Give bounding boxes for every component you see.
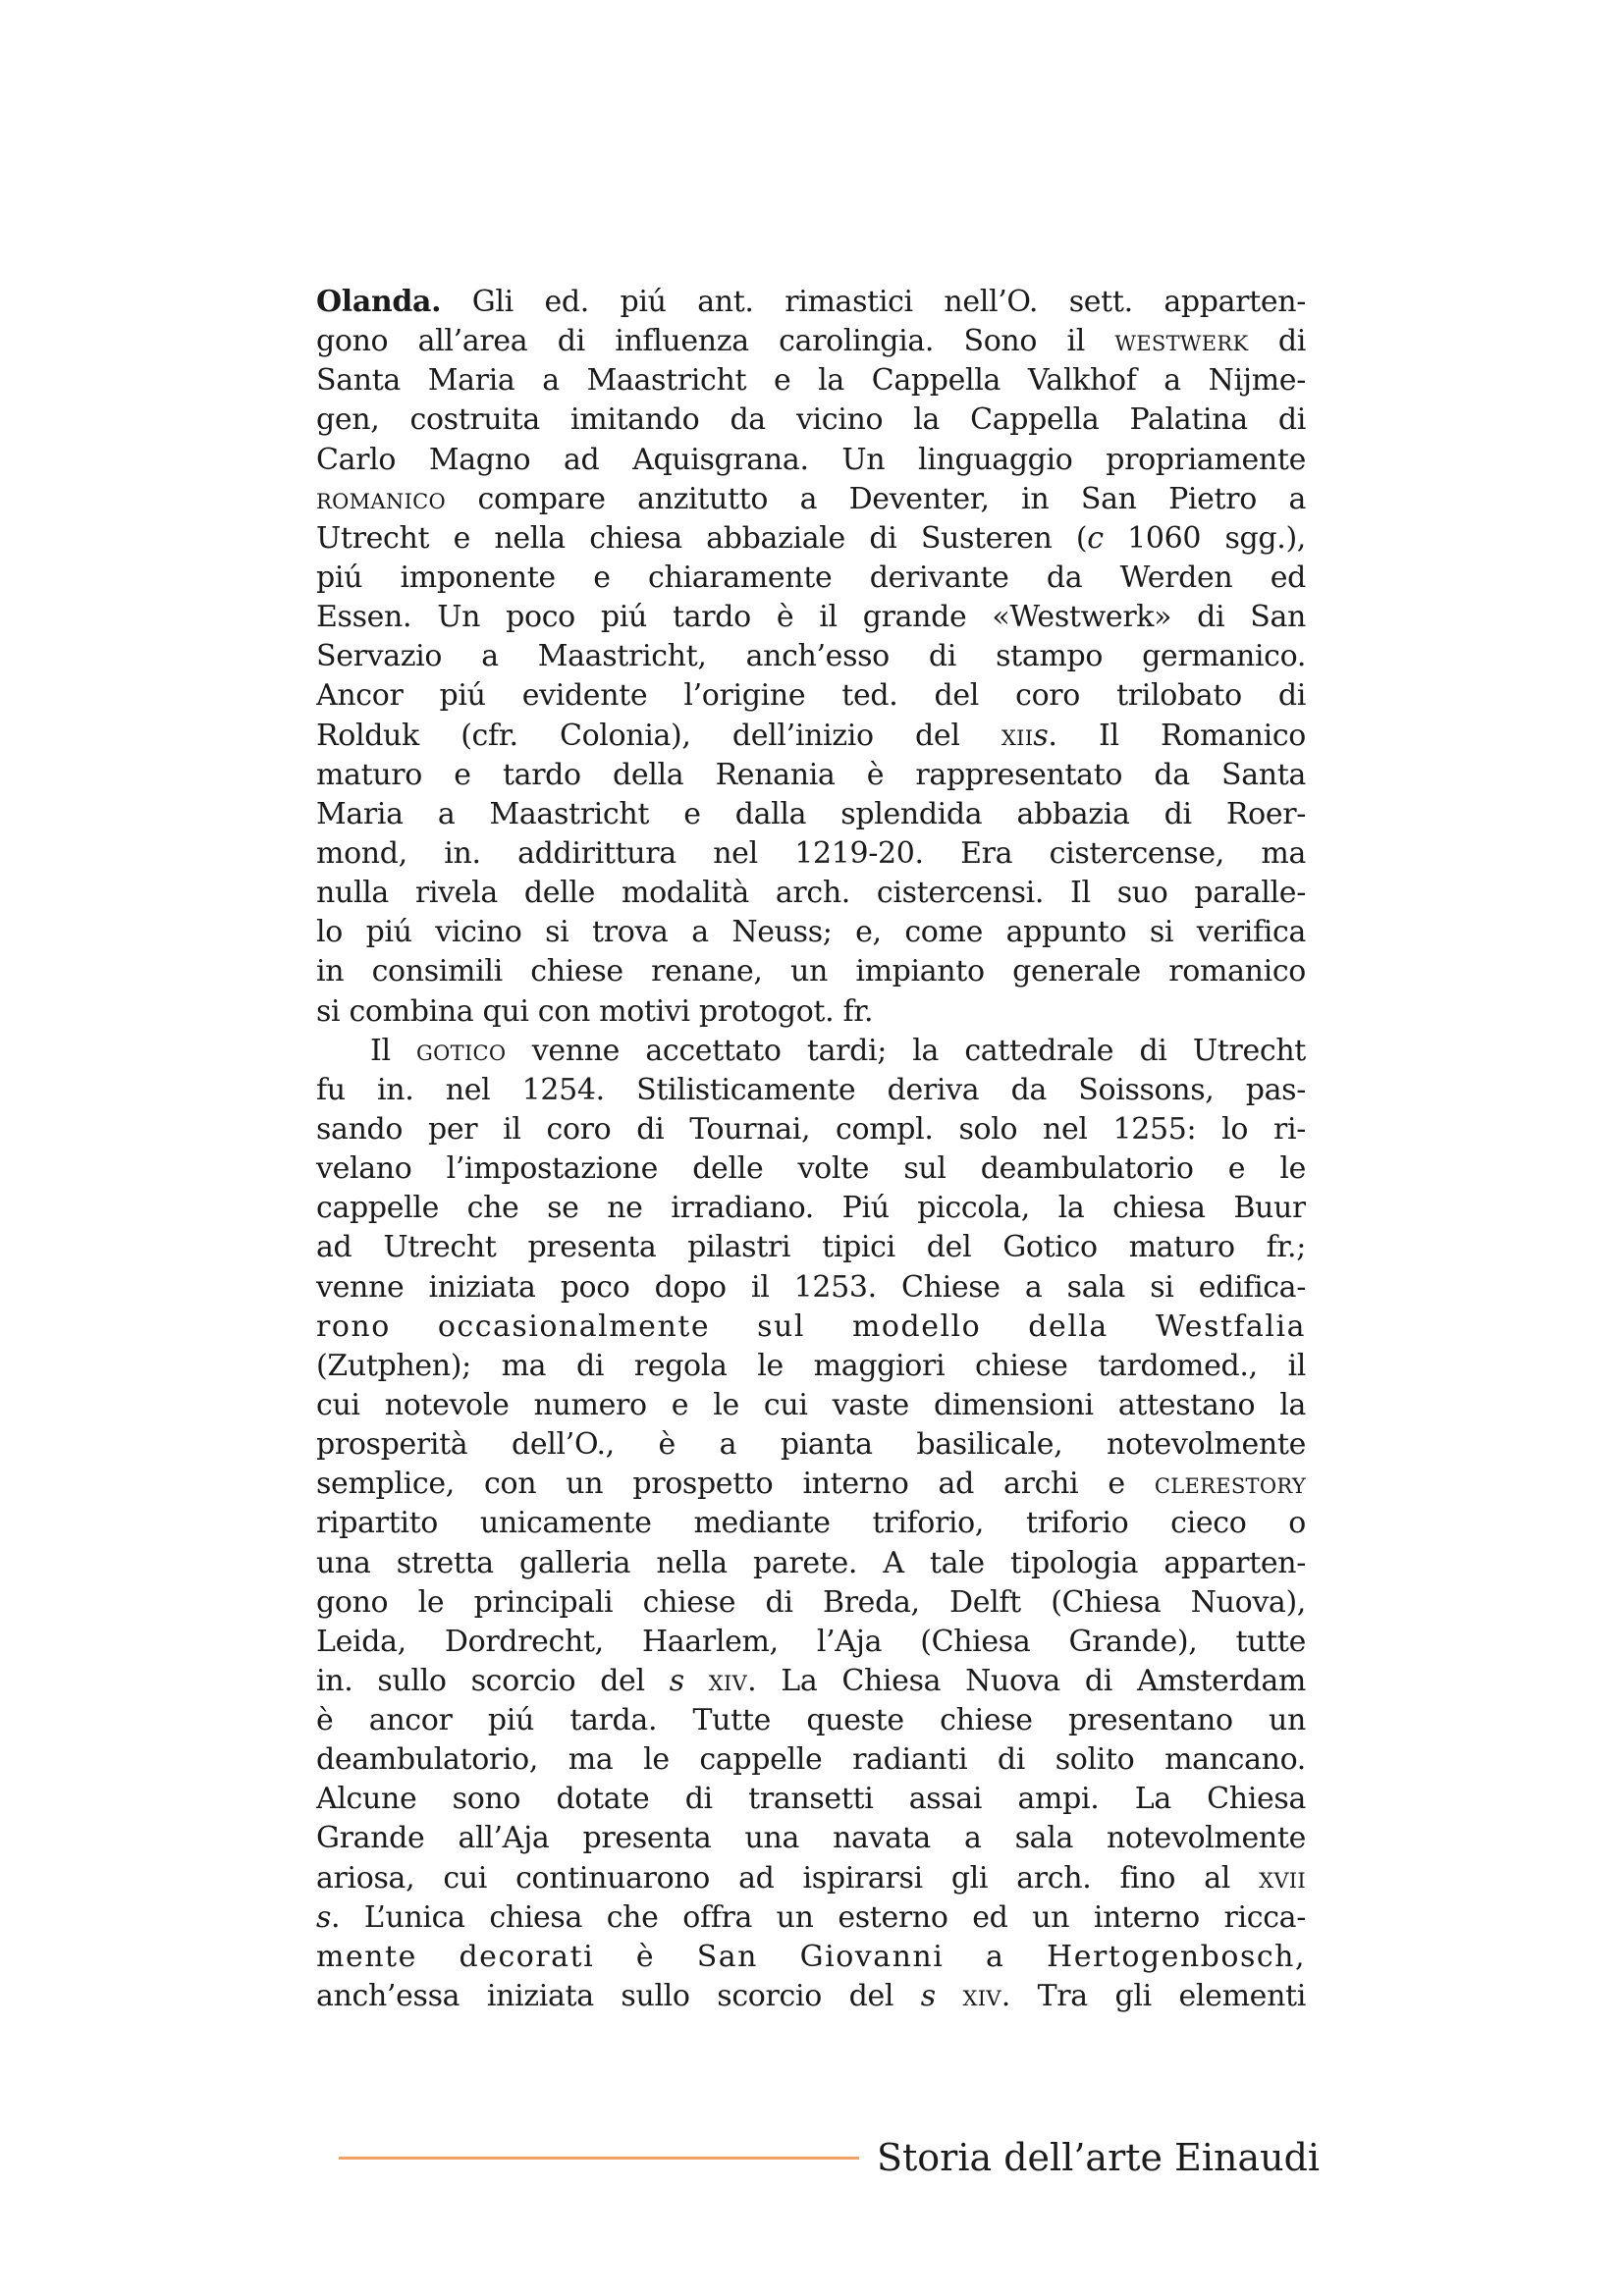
text-segment (936, 1979, 963, 2013)
text-line-21 (316, 1071, 1306, 1110)
text-line-10 (316, 637, 1306, 676)
text-segment: 1060 sgg.), (1103, 520, 1306, 556)
text-segment: lo piú vicino si trova a Neuss; e, come appunto si verifica (316, 915, 1306, 950)
text-segment: clerestory (1154, 1467, 1306, 1502)
text-segment: si combina qui con motivi protogot. fr. (316, 993, 874, 1029)
footer-rule (339, 2157, 859, 2160)
text-line-29 (316, 1386, 1306, 1425)
text-column (316, 283, 1306, 2016)
text-line-27 (316, 1308, 1306, 1347)
text-segment: Leida, Dordrecht, Haarlem, l’Aja (Chiesa Grande), tutte (316, 1624, 1306, 1659)
text-segment: cappelle che se ne irradiano. Piú piccola, la chiesa Buur (316, 1191, 1306, 1226)
text-segment: xiv (962, 1979, 1001, 2014)
text-line-40 (316, 1819, 1306, 1858)
text-line-20 (316, 1032, 1306, 1071)
text-segment: maturo e tardo della Renania è rappresentato da Santa (316, 757, 1306, 792)
text-line-9 (316, 598, 1306, 637)
text-segment: fu in. nel 1254. Stilisticamente deriva da Soissons, pas- (316, 1072, 1306, 1107)
text-segment: Rolduk (cfr. Colonia), dell’inizio del (316, 718, 1001, 753)
text-segment: venne iniziata poco dopo il 1253. Chiese a sala si edifica- (316, 1269, 1306, 1305)
text-segment: Essen. Un poco piú tardo è il grande «Westwerk» di San (316, 600, 1306, 635)
text-line-15 (316, 834, 1306, 874)
text-segment: s (920, 1979, 936, 2014)
text-segment: deambulatorio, ma le cappelle radianti di solito mancano. (316, 1742, 1306, 1778)
text-segment: Gli ed. piú ant. rimastici nell’O. sett. apparten- (441, 285, 1306, 319)
text-line-8 (316, 559, 1306, 598)
text-segment: ripartito unicamente mediante triforio, triforio cieco o (316, 1506, 1306, 1541)
text-segment: nulla rivela delle modalità arch. cistercensi. Il suo paralle- (316, 876, 1306, 911)
text-line-12 (316, 717, 1306, 756)
text-segment: xiv (708, 1663, 748, 1698)
text-line-18 (316, 952, 1306, 991)
text-segment: . Il Romanico (1048, 718, 1306, 753)
text-segment: gono all’area di influenza carolingia. Sono il (316, 324, 1115, 359)
text-segment: . Tra gli elementi (1001, 1979, 1306, 2014)
text-segment: Il (370, 1033, 417, 1068)
text-line-13 (316, 756, 1306, 795)
text-segment: c (1087, 520, 1104, 556)
text-segment: in. sullo scorcio del (316, 1663, 670, 1698)
text-line-14 (316, 795, 1306, 834)
text-segment: ad Utrecht presenta pilastri tipici del Gotico maturo fr.; (316, 1230, 1306, 1265)
text-line-33 (316, 1544, 1306, 1583)
text-segment: Alcune sono dotate di transetti assai ampi. La Chiesa (316, 1782, 1306, 1817)
text-segment: è ancor piú tarda. Tutte queste chiese presentano un (316, 1703, 1306, 1738)
text-segment: s (1033, 718, 1049, 753)
text-segment: xii (1001, 718, 1034, 753)
text-segment: Carlo Magno ad Aquisgrana. Un linguaggio propriamente (316, 442, 1306, 477)
text-segment: piú imponente e chiaramente derivante da Werden ed (316, 560, 1306, 595)
text-line-22 (316, 1110, 1306, 1149)
text-segment: compare anzitutto a Deventer, in San Pietro a (446, 481, 1306, 516)
text-line-28 (316, 1347, 1306, 1386)
text-line-19 (316, 992, 1306, 1032)
entry-word: Olanda. (316, 285, 442, 319)
text-segment: xvii (1259, 1860, 1306, 1896)
text-line-17 (316, 913, 1306, 952)
text-line-6 (316, 480, 1306, 519)
text-line-3 (316, 361, 1306, 400)
text-line-26 (316, 1268, 1306, 1308)
text-line-30 (316, 1425, 1306, 1465)
text-segment: s (316, 1899, 332, 1935)
text-segment: gotico (416, 1033, 507, 1068)
text-line-4 (316, 400, 1306, 440)
text-segment: mente decorati è San Giovanni a Hertogenbosch, (316, 1939, 1306, 1974)
text-segment: Ancor piú evidente l’origine ted. del coro trilobato di (316, 678, 1306, 714)
text-line-23 (316, 1149, 1306, 1189)
text-segment: (Zutphen); ma di regola le maggiori chiese tardomed., il (316, 1348, 1306, 1383)
text-line-31 (316, 1465, 1306, 1504)
text-line-44 (316, 1977, 1306, 2016)
text-segment: rono occasionalmente sul modello della Westfalia (316, 1308, 1306, 1344)
text-segment: anch’essa iniziata sullo scorcio del (316, 1979, 921, 2014)
text-segment: venne accettato tardi; la cattedrale di Utrecht (506, 1033, 1306, 1068)
text-line-24 (316, 1189, 1306, 1228)
text-segment: Maria a Maastricht e dalla splendida abbazia di Roer- (316, 796, 1306, 831)
text-segment: una stretta galleria nella parete. A tale tipologia apparten- (316, 1545, 1306, 1580)
text-segment: . L’unica chiesa che offra un esterno ed un interno ricca- (331, 1899, 1306, 1935)
text-segment: . La Chiesa Nuova di Amsterdam (747, 1663, 1306, 1698)
text-line-34 (316, 1583, 1306, 1623)
text-segment: westwerk (1114, 324, 1249, 359)
text-line-11 (316, 676, 1306, 716)
text-line-32 (316, 1504, 1306, 1543)
text-line-43 (316, 1938, 1306, 1977)
text-segment: Grande all’Aja presenta una navata a sala notevolmente (316, 1821, 1306, 1856)
text-segment: cui notevole numero e le cui vaste dimensioni attestano la (316, 1387, 1306, 1422)
text-line-1 (316, 283, 1306, 322)
text-segment: mond, in. addirittura nel 1219-20. Era cistercense, ma (316, 835, 1306, 871)
text-segment: di (1248, 324, 1306, 359)
text-segment: sando per il coro di Tournai, compl. solo nel 1255: lo ri- (316, 1111, 1306, 1147)
text-line-35 (316, 1623, 1306, 1662)
text-line-39 (316, 1780, 1306, 1819)
text-line-38 (316, 1740, 1306, 1780)
text-segment: Servazio a Maastricht, anch’esso di stampo germanico. (316, 639, 1306, 674)
text-line-41 (316, 1859, 1306, 1898)
text-segment: gen, costruita imitando da vicino la Cappella Palatina di (316, 402, 1306, 438)
text-line-42 (316, 1898, 1306, 1938)
text-line-5 (316, 441, 1306, 480)
text-line-16 (316, 874, 1306, 913)
text-line-2 (316, 322, 1306, 361)
text-segment: ariosa, cui continuarono ad ispirarsi gli arch. fino al (316, 1860, 1260, 1896)
text-line-37 (316, 1701, 1306, 1740)
text-segment: romanico (316, 481, 447, 516)
text-line-25 (316, 1228, 1306, 1267)
text-line-7 (316, 519, 1306, 559)
text-segment: Santa Maria a Maastricht e la Cappella Valkhof a Nijme- (316, 363, 1306, 399)
text-segment: velano l’impostazione delle volte sul deambulatorio e le (316, 1151, 1306, 1187)
text-segment: Utrecht e nella chiesa abbaziale di Susteren ( (316, 520, 1088, 556)
text-line-36 (316, 1662, 1306, 1701)
text-segment (684, 1664, 709, 1698)
footer-imprint: Storia dell’arte Einaudi (877, 2136, 1321, 2179)
text-segment: semplice, con un prospetto interno ad archi e (316, 1467, 1155, 1502)
text-segment: prosperità dell’O., è a pianta basilicale, notevolmente (316, 1427, 1306, 1463)
text-segment: gono le principali chiese di Breda, Delft (Chiesa Nuova), (316, 1584, 1306, 1620)
text-segment: s (669, 1663, 684, 1698)
text-segment: in consimili chiese renane, un impianto generale romanico (316, 954, 1306, 989)
